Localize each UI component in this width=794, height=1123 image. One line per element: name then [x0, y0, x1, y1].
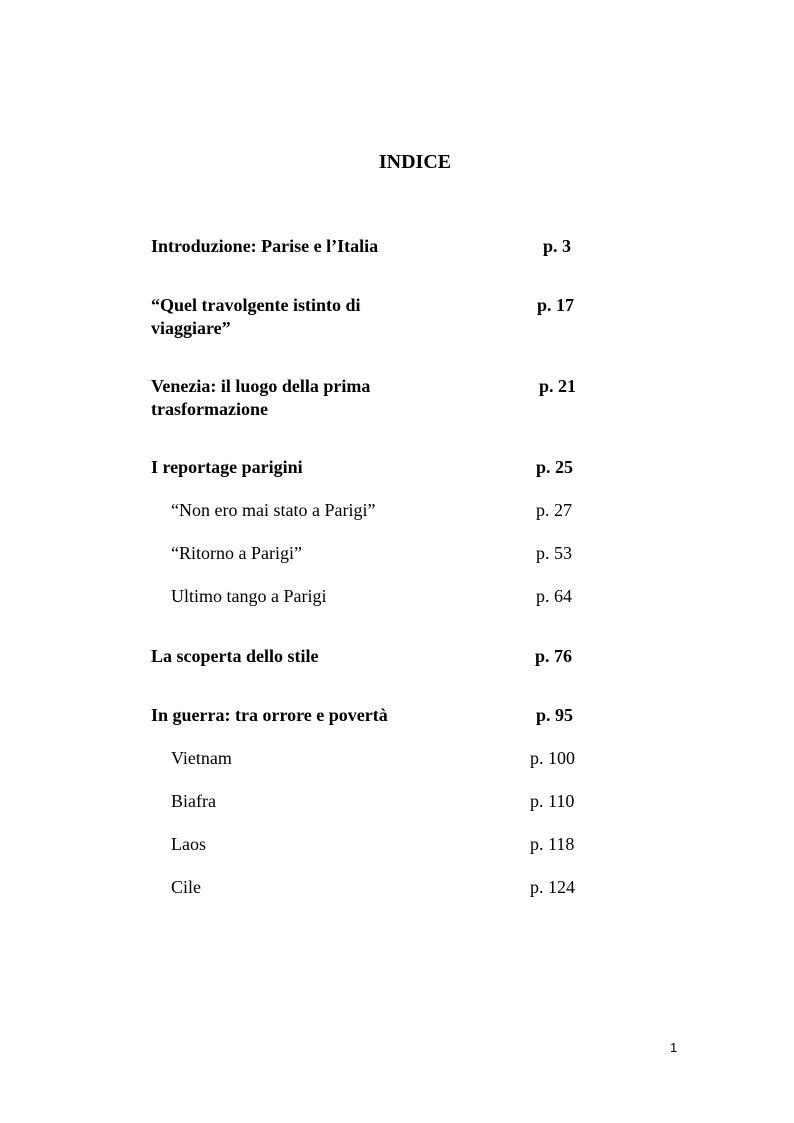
toc-page-scoperta-stile: p. 76	[535, 646, 573, 666]
toc-entry-ritorno-a-parigi: “Ritorno a Parigi”	[171, 543, 302, 563]
toc-page-laos: p. 118	[530, 834, 575, 854]
toc-page-non-ero-mai-stato: p. 27	[536, 500, 572, 520]
toc-page-vietnam: p. 100	[530, 748, 575, 768]
toc-page-reportage-parigini: p. 25	[536, 457, 574, 477]
page-number: 1	[670, 1040, 678, 1055]
toc-page-venezia: p. 21	[539, 376, 577, 396]
toc-entry-vietnam: Vietnam	[171, 748, 232, 768]
toc-entry-introduzione: Introduzione: Parise e l’Italia	[151, 236, 379, 256]
toc-page-ritorno-a-parigi: p. 53	[536, 543, 572, 563]
toc-entry-cile: Cile	[171, 877, 201, 897]
toc-entry-laos: Laos	[171, 834, 206, 854]
toc-entry-in-guerra: In guerra: tra orrore e povertà	[151, 705, 388, 725]
toc-entry-reportage-parigini: I reportage parigini	[151, 457, 303, 477]
index-title: INDICE	[378, 151, 452, 173]
toc-entry-venezia: Venezia: il luogo della prima trasformazione	[151, 376, 371, 419]
toc-page-cile: p. 124	[530, 877, 575, 897]
toc-page-introduzione: p. 3	[543, 236, 572, 256]
toc-page-ultimo-tango: p. 64	[536, 586, 572, 606]
toc-entry-non-ero-mai-stato: “Non ero mai stato a Parigi”	[171, 500, 376, 520]
toc-page-biafra: p. 110	[530, 791, 575, 811]
toc-page-istinto-viaggiare: p. 17	[537, 295, 575, 315]
toc-page-in-guerra: p. 95	[536, 705, 574, 725]
toc-entry-scoperta-stile: La scoperta dello stile	[151, 646, 319, 666]
toc-entry-ultimo-tango: Ultimo tango a Parigi	[171, 586, 327, 606]
toc-entry-biafra: Biafra	[171, 791, 216, 811]
toc-entry-istinto-viaggiare: “Quel travolgente istinto di viaggiare”	[151, 295, 361, 338]
